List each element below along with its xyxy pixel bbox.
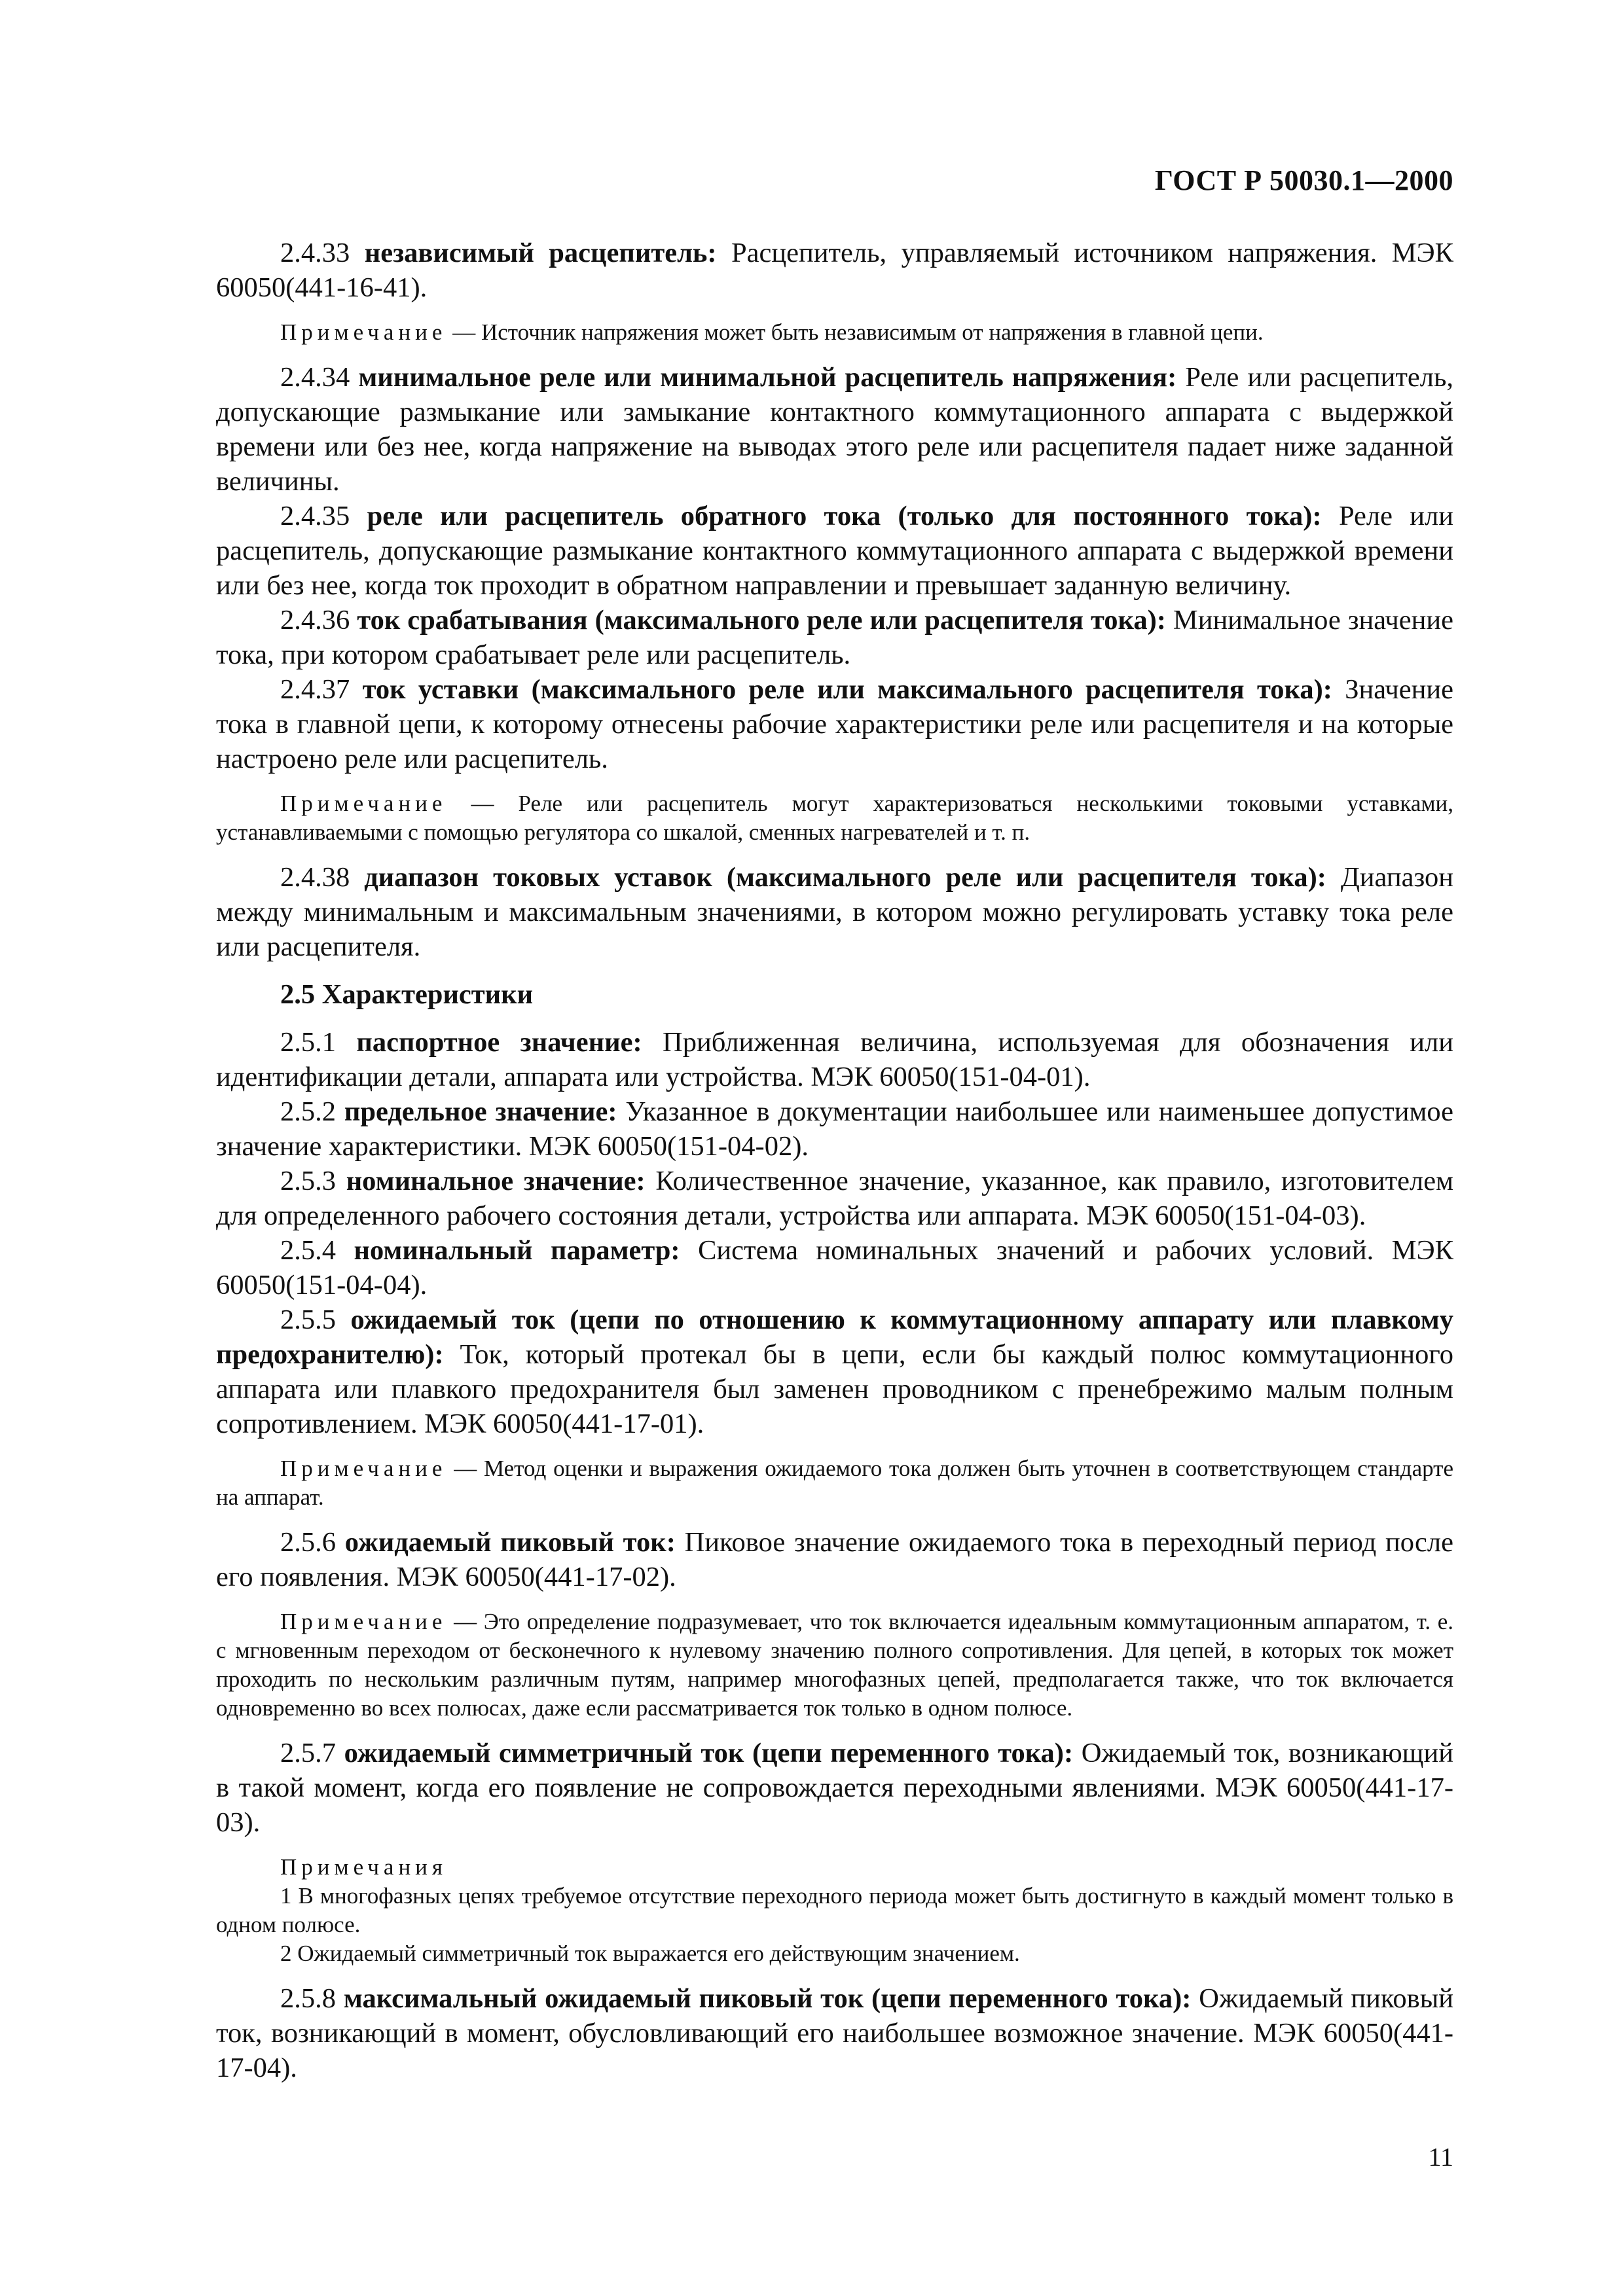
- clause-2-4-37: [216, 672, 1453, 776]
- clause-term: минимальное реле или минимальной расцепитель напряжения:: [358, 362, 1177, 393]
- note-label: Примечание: [280, 319, 447, 345]
- clause-definition: Пиковое значение ожидаемого тока в переходный период после его появления. МЭК 60050(441-17-02).: [216, 1527, 1453, 1592]
- clause-term: ожидаемый ток (цепи по отношению к коммутационному аппарату или плавкому предохранителю):: [216, 1304, 1453, 1370]
- clause-2-5-3: [216, 1164, 1453, 1233]
- clause-definition: Реле или расцепитель, допускающие размыкание или замыкание контактного коммутационного аппарата с выдержкой времени или без нее, когда напряжение на выводах этого реле или расцепителя падает ниже заданной величины.: [216, 362, 1454, 497]
- document-page: [216, 0, 1453, 2296]
- note-2-4-33: [216, 318, 1453, 347]
- document-body: [216, 236, 1453, 2085]
- note-2-5-5: [216, 1454, 1453, 1512]
- clause-2-4-36: [216, 603, 1453, 672]
- clause-number: 2.5.4: [280, 1235, 354, 1266]
- note-2-5-7-item-2: 2 Ожидаемый симметричный ток выражается его действующим значением.: [280, 1941, 1020, 1966]
- clause-term: максимальный ожидаемый пиковый ток (цепи переменного тока):: [343, 1983, 1192, 2014]
- note-text: — Метод оценки и выражения ожидаемого тока должен быть уточнен в соответствующем стандарте на аппарат.: [216, 1456, 1453, 1510]
- clause-number: 2.4.33: [280, 238, 365, 268]
- note-text: — Источник напряжения может быть независимым от напряжения в главной цепи.: [447, 319, 1264, 345]
- standard-designation: ГОСТ Р 50030.1—2000: [1154, 164, 1453, 196]
- note-2-5-6: [216, 1607, 1453, 1723]
- clause-number: 2.4.34: [280, 362, 359, 393]
- clause-2-5-6: [216, 1525, 1453, 1594]
- clause-number: 2.5.8: [280, 1983, 344, 2014]
- clause-definition: Ожидаемый ток, возникающий в такой момент, когда его появление не сопровождается переходными явлениями. МЭК 60050(441-17-03).: [216, 1738, 1453, 1838]
- clause-2-5-8: [216, 1981, 1453, 2085]
- clause-definition: Расцепитель, управляемый источником напряжения. МЭК 60050(441-16-41).: [216, 238, 1453, 303]
- clause-term: независимый расцепитель:: [364, 238, 717, 268]
- clause-term: ток срабатывания (максимального реле или расцепителя тока):: [357, 605, 1166, 636]
- clause-number: 2.4.35: [280, 501, 367, 531]
- notes-label: Примечания: [280, 1854, 448, 1880]
- clause-number: 2.5.7: [280, 1738, 344, 1768]
- note-2-5-7-item-1: 1 В многофазных цепях требуемое отсутствие переходного периода может быть достигнуто в каждый момент только в одном полюсе.: [216, 1883, 1453, 1937]
- clause-definition: Реле или расцепитель, допускающие размыкание контактного коммутационного аппарата с выдержкой времени или без нее, когда ток проходит в обратном направлении и превышает заданную величину.: [216, 501, 1454, 601]
- note-text: — Это определение подразумевает, что ток включается идеальным коммутационным аппаратом, т. е. с мгновенным переходом от бесконечного к нулевому значению полного сопротивления. Для цепей, в которых ток может проходить по нескольким различным путям, например многофазных цепей, предполагается также, что ток включается одновременно во всех полюсах, даже если рассматривается ток только в одном полюсе.: [216, 1609, 1453, 1721]
- clause-term: реле или расцепитель обратного тока (только для постоянного тока):: [367, 501, 1322, 531]
- clause-2-4-35: [216, 499, 1453, 603]
- clause-2-5-5: [216, 1302, 1453, 1441]
- clause-definition: Диапазон между минимальным и максимальным значениями, в котором можно регулировать уставку тока реле или расцепителя.: [216, 862, 1453, 962]
- clause-number: 2.4.36: [280, 605, 357, 636]
- note-2-4-37: [216, 789, 1453, 847]
- notes-2-5-7-label: [216, 1853, 1453, 1882]
- clause-definition: Количественное значение, указанное, как правило, изготовителем для определенного рабочего состояния детали, устройства или аппарата. МЭК 60050(151-04-03).: [216, 1166, 1453, 1231]
- note-label: Примечание: [280, 791, 447, 816]
- clause-2-5-7: [216, 1736, 1453, 1840]
- clause-term: ожидаемый пиковый ток:: [344, 1527, 676, 1558]
- clause-2-4-38: [216, 860, 1453, 964]
- clause-number: 2.5.1: [280, 1027, 357, 1058]
- clause-number: 2.4.37: [280, 674, 363, 705]
- clause-number: 2.5.5: [280, 1304, 351, 1335]
- clause-term: номинальный параметр:: [354, 1235, 680, 1266]
- clause-definition: Ожидаемый пиковый ток, возникающий в момент, обусловливающий его наибольшее возможное значение. МЭК 60050(441-17-04).: [216, 1983, 1453, 2083]
- clause-definition: Указанное в документации наибольшее или наименьшее допустимое значение характеристики. МЭК 60050(151-04-02).: [216, 1096, 1453, 1162]
- clause-number: 2.5.6: [280, 1527, 345, 1558]
- clause-definition: Значение тока в главной цепи, к которому отнесены рабочие характеристики реле или расцепителя и на которые настроено реле или расцепитель.: [216, 674, 1454, 774]
- clause-2-4-33: [216, 236, 1453, 305]
- clause-number: 2.4.38: [280, 862, 365, 893]
- clause-definition: Приближенная величина, используемая для обозначения или идентификации детали, аппарата или устройства. МЭК 60050(151-04-01).: [216, 1027, 1453, 1092]
- clause-term: ожидаемый симметричный ток (цепи переменного тока):: [344, 1738, 1074, 1768]
- clause-2-5-1: [216, 1025, 1453, 1094]
- clause-term: паспортное значение:: [356, 1027, 642, 1058]
- note-text: — Реле или расцепитель могут характеризоваться несколькими токовыми уставками, устанавливаемыми с помощью регулятора со шкалой, сменных нагревателей и т. п.: [216, 791, 1453, 845]
- section-heading-2-5: 2.5 Характеристики: [280, 979, 534, 1010]
- clause-definition: Ток, который протекал бы в цепи, если бы каждый полюс коммутационного аппарата или плавкого предохранителя был заменен проводником с пренебрежимо малым полным сопротивлением. МЭК 60050(441-17-01).: [216, 1339, 1453, 1439]
- clause-2-4-34: [216, 360, 1453, 499]
- page-number: 11: [1428, 2142, 1453, 2172]
- note-label: Примечание: [280, 1456, 447, 1481]
- clause-2-5-2: [216, 1094, 1453, 1164]
- clause-term: диапазон токовых уставок (максимального реле или расцепителя тока):: [364, 862, 1326, 893]
- clause-term: предельное значение:: [344, 1096, 617, 1127]
- note-label: Примечание: [280, 1609, 447, 1634]
- clause-definition: Система номинальных значений и рабочих условий. МЭК 60050(151-04-04).: [216, 1235, 1453, 1300]
- clause-2-5-4: [216, 1233, 1453, 1302]
- clause-number: 2.5.2: [280, 1096, 344, 1127]
- clause-number: 2.5.3: [280, 1166, 346, 1196]
- clause-term: номинальное значение:: [346, 1166, 646, 1196]
- clause-term: ток уставки (максимального реле или максимального расцепителя тока):: [362, 674, 1332, 705]
- clause-definition: Минимальное значение тока, при котором срабатывает реле или расцепитель.: [216, 605, 1454, 670]
